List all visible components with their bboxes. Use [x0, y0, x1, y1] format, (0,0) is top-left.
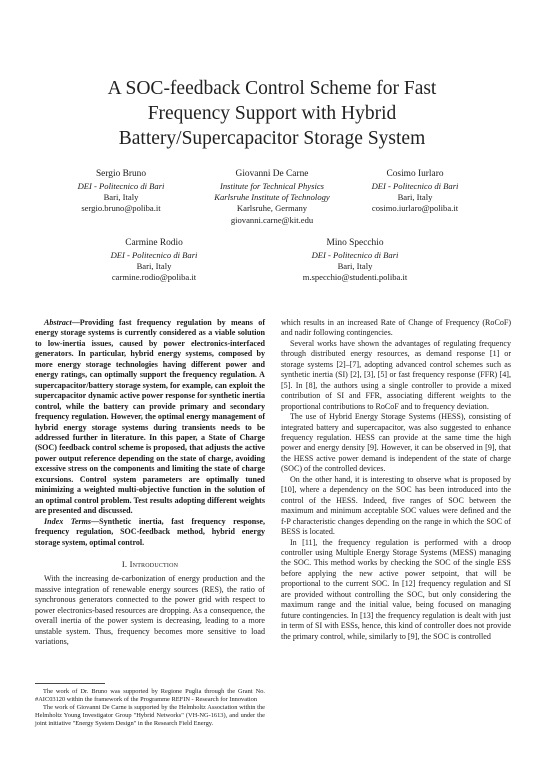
author-location: Bari, Italy: [136, 261, 172, 272]
author-block-4: [74, 237, 234, 284]
author-email[interactable]: sergio.bruno@poliba.it: [81, 203, 161, 214]
body-paragraph: The use of Hybrid Energy Storage Systems (HESS), consisting of integrated battery and supercapacitor, was also suggested to enhance frequency regulation. HESS can provide at the same time the high power and energy density [9]. However, it can be observed in [9], that the HESS active power demand is independent of the state of charge (SOC) of the controlled devices.: [281, 412, 511, 474]
body-paragraph: which results in an increased Rate of Change of Frequency (RoCoF) and nadir following contingencies.: [281, 318, 511, 338]
left-column: [35, 318, 265, 648]
section-numeral: I.: [121, 558, 128, 569]
author-email[interactable]: giovanni.carne@kit.edu: [230, 214, 314, 225]
author-block-1: [46, 168, 196, 215]
body-paragraph: On the other hand, it is interesting to observe what is proposed by [10], where a dependency on the SOC has been introduced into the control of the HESS. Indeed, five ranges of SOC between the maximum and minimum acceptable SOC values were defined and the f-P characteristic changes depending on the range in which the SOC of BESS is located.: [281, 474, 511, 537]
body-paragraph: With the increasing de-carbonization of energy production and the massive integration of renewable energy sources (RES), the ratio of synchronous generators connected to the power grid with respect to power electronics-based resources are dropping. As a consequence, the overall inertia of the power system is decreasing, leading to a more unstable system. Thus, frequency becomes more sensitive to load variations,: [35, 574, 265, 647]
author-block-2: [192, 168, 352, 226]
footnote-2: The work of Giovanni De Carne is supported by the Helmholtz Association within the Helmholtz Young Investigator Group "Hybrid Networks" (VH-NG-1613), and under the joint initiative "Energy System Design" in the Research Field Energy.: [35, 704, 265, 727]
title-line-2: Frequency Support with Hybrid: [147, 103, 397, 124]
author-location: Bari, Italy: [337, 261, 373, 272]
author-affiliation: DEI - Politecnico di Bari: [110, 250, 198, 260]
footnotes: [35, 683, 265, 728]
author-name: Sergio Bruno: [95, 169, 147, 179]
author-name: Carmine Rodio: [125, 238, 183, 248]
index-terms-lead: Index Terms: [44, 516, 92, 526]
index-terms: [35, 517, 265, 548]
author-location: Bari, Italy: [103, 192, 139, 203]
abstract-text: —Providing fast frequency regulation by means of energy storage systems is currently considered as a viable solution to low-inertia issues, caused by power electronics-interfaced generators. In particular, hybrid energy systems, composed by more energy storage technologies having different power and energy ratings, can optimally support the frequency regulation. A supercapacitor/battery storage system, for example, can exploit the supercapacitor dynamic active power response for synthetic inertia control, while the battery can provide primary and secondary frequency regulation. However, the optimal energy management of hybrid energy storage systems during transients needs to be addressed further in literature. In this paper, a State of Charge (SOC) feedback control scheme is proposed, that adjusts the active power output reference depending on the state of charge, avoiding excessive stress on the components and limiting the state of charge excursions. Control system parameters are optimally tuned minimizing a weighted multi-objective function in the solution of an optimal control problem. Test results adopting different weights are presented and discussed.: [35, 318, 265, 516]
author-name: Cosimo Iurlaro: [386, 169, 444, 179]
author-affiliation: Institute for Technical Physics: [220, 181, 324, 191]
author-location: Karlsruhe, Germany: [236, 203, 308, 214]
footnote-1: The work of Dr. Bruno was supported by Regione Puglia through the Grant No. #AIC03120 within the framework of the Programme REFIN - Research for Innovation: [35, 688, 265, 703]
author-affiliation: DEI - Politecnico di Bari: [77, 181, 165, 191]
section-heading: [35, 559, 265, 569]
author-location: Bari, Italy: [397, 192, 433, 203]
section-title: Introduction: [129, 558, 179, 569]
author-affiliation: DEI - Politecnico di Bari: [371, 181, 459, 191]
title-line-1: A SOC-feedback Control Scheme for Fast: [107, 78, 437, 99]
author-email[interactable]: m.specchio@studenti.poliba.it: [302, 272, 408, 283]
author-name: Giovanni De Carne: [235, 169, 309, 179]
body-paragraph: Several works have shown the advantages of regulating frequency through distributed energy resources, as demand response [1] or storage systems [2]–[7], adopting advanced control schemes such as synthetic inertia (SI) [2], [3], [5] or fast frequency response (FFR) [4], [5]. In [8], the authors using a single controller to provide a mixed contribution of SI and FFR, associating different weights to the proportional contributions to RoCoF and to frequency deviation.: [281, 338, 511, 411]
paper-title: [40, 76, 504, 151]
right-column: [281, 318, 511, 642]
footnote-rule: [35, 683, 105, 684]
author-affiliation: DEI - Politecnico di Bari: [311, 250, 399, 260]
author-email[interactable]: carmine.rodio@poliba.it: [111, 272, 197, 283]
author-block-3: [340, 168, 490, 215]
author-email[interactable]: cosimo.iurlaro@poliba.it: [371, 203, 459, 214]
body-paragraph: In [11], the frequency regulation is performed with a droop controller using Multiple Energy Storage Systems (MESS) managing the SOC. This method works by checking the SOC of the single ESS before applying the new active power setpoint, that will be proportional to the current SOC. In [12] frequency regulation and SI are provided without controlling the SOC, but only considering the maximum range and the initial value, being focused on managing future contingencies. In [13] the frequency regulation is dealt with just in term of SI with ESSs, hence, this kind of controller does not provide the primary control, while, similarly to [9], the SOC is controlled: [281, 537, 511, 641]
author-name: Mino Specchio: [326, 238, 384, 248]
index-terms-text: —Synthetic inertia, fast frequency response, frequency regulation, SOC-feedback method, hybrid energy storage system, optimal control.: [35, 516, 265, 547]
author-block-5: [265, 237, 445, 284]
abstract-lead: Abstract: [44, 318, 72, 327]
abstract: [35, 318, 265, 517]
title-line-3: Battery/Supercapacitor Storage System: [118, 128, 426, 149]
author-affiliation-2: Karlsruhe Institute of Technology: [214, 192, 330, 203]
